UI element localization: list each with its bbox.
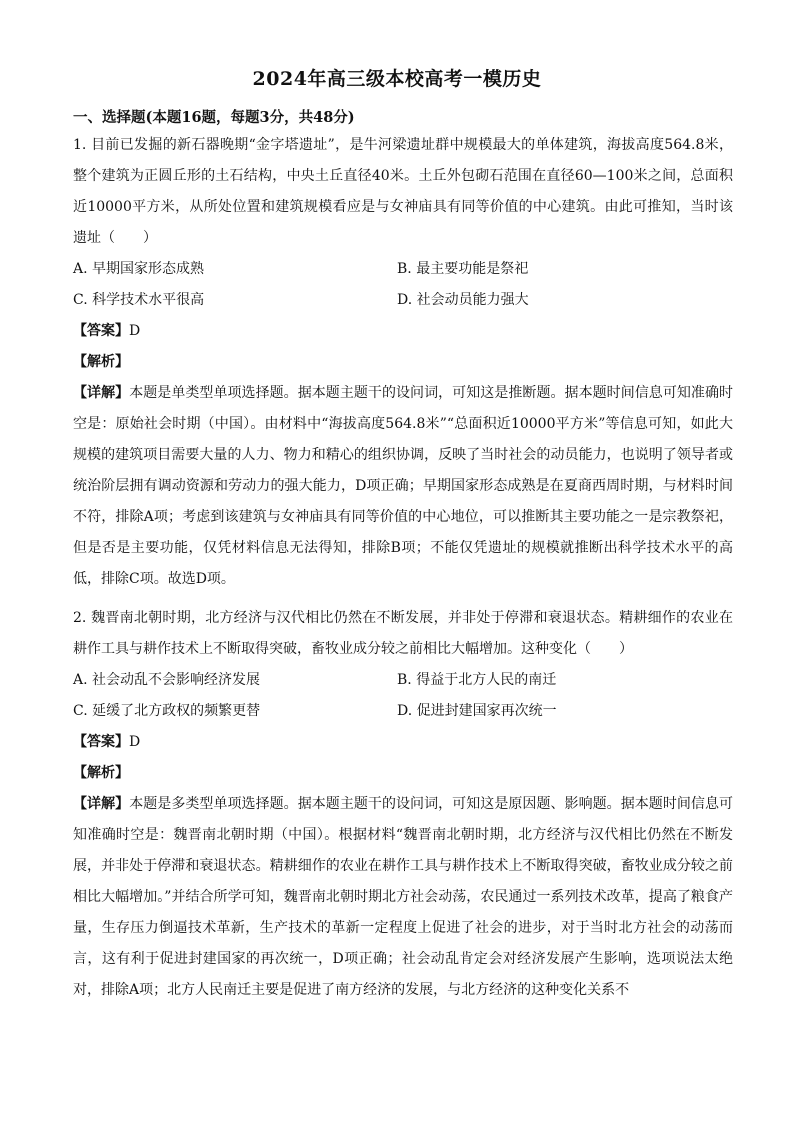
- analysis-line: [73, 347, 733, 378]
- option-a: A. 社会动乱不会影响经济发展: [73, 672, 261, 688]
- answer-value: D: [129, 323, 141, 339]
- question-stem: 2. 魏晋南北朝时期，北方经济与汉代相比仍然在不断发展，并非处于停滞和衰退状态。精耕细作的农业在耕作工具与耕作技术上不断取得突破，畜牧业成分较之前相比大幅增加。这种变化（ ）: [73, 610, 733, 657]
- detail-tag: 【详解】: [73, 385, 130, 401]
- answer-line: [73, 316, 733, 347]
- detail-paragraph: [73, 789, 733, 1006]
- option-c: C. 科学技术水平很高: [73, 292, 205, 308]
- option-a: A. 早期国家形态成熟: [73, 261, 205, 277]
- question-2: [73, 603, 733, 1006]
- answer-tag: 【答案】: [73, 734, 129, 750]
- detail-text: 本题是多类型单项选择题。据本题主题干的设问词，可知这是原因题、影响题。据本题时间信息可知准确时空是：魏晋南北朝时期（中国）。根据材料“魏晋南北朝时期，北方经济与汉代相比仍然在不断发展，并非处于停滞和衰退状态。精耕细作的农业在耕作工具与耕作技术上不断取得突破，畜牧业成分较之前相比大幅增加。”并结合所学可知，魏晋南北朝时期北方社会动荡，农民通过一系列技术改革，提高了粮食产量，生存压力倒逼技术革新，生产技术的革新一定程度上促进了社会的进步，对于当时北方社会的动荡而言，这有利于促进封建国家的再次统一，D项正确；社会动乱肯定会对经济发展产生影响，选项说法太绝对，排除A项；北方人民南迁主要是促进了南方经济的发展，与北方经济的这种变化关系不: [73, 796, 734, 998]
- option-d: D. 促进封建国家再次统一: [397, 703, 557, 719]
- detail-paragraph: [73, 378, 733, 595]
- option-c: C. 延缓了北方政权的频繁更替: [73, 703, 261, 719]
- section-heading: 一、选择题(本题16题，每题3分，共48分): [73, 109, 355, 126]
- answer-line: [73, 727, 733, 758]
- page-title: 2024年高三级本校高考一模历史: [252, 68, 542, 90]
- options-grid: [73, 254, 733, 316]
- detail-text: 本题是单类型单项选择题。据本题主题干的设问词，可知这是推断题。据本题时间信息可知准确时空是：原始社会时期（中国）。由材料中“海拔高度564.8米”“总面积近10000平方米”等信息可知，如此大规模的建筑项目需要大量的人力、物力和精心的组织协调，反映了当时社会的动员能力，也说明了领导者或统治阶层拥有调动资源和劳动力的强大能力，D项正确；早期国家形态成熟是在夏商西周时期，与材料时间不符，排除A项；考虑到该建筑与女神庙具有同等价值的中心地位，可以推断其主要功能之一是宗教祭祀，但是否是主要功能，仅凭材料信息无法得知，排除B项；不能仅凭遗址的规模就推断出科学技术水平的高低，排除C项。故选D项。: [73, 385, 734, 587]
- question-stem: 1. 目前已发掘的新石器晚期“金字塔遗址”，是牛河梁遗址群中规模最大的单体建筑，海拔高度564.8米，整个建筑为正圆丘形的土石结构，中央土丘直径40米。土丘外包砌石范围在直径60—100米之间，总面积近10000平方米，从所处位置和建筑规模看应是与女神庙具有同等价值的中心建筑。由此可推知，当时该遗址（ ）: [73, 137, 733, 246]
- option-b: B. 得益于北方人民的南迁: [397, 672, 557, 688]
- detail-tag: 【详解】: [73, 796, 130, 812]
- answer-tag: 【答案】: [73, 323, 129, 339]
- question-1: [73, 130, 733, 595]
- option-b: B. 最主要功能是祭祀: [397, 261, 529, 277]
- analysis-tag: 【解析】: [73, 765, 129, 781]
- analysis-tag: 【解析】: [73, 354, 129, 370]
- analysis-line: [73, 758, 733, 789]
- answer-value: D: [129, 734, 141, 750]
- option-d: D. 社会动员能力强大: [397, 292, 529, 308]
- options-grid: [73, 665, 733, 727]
